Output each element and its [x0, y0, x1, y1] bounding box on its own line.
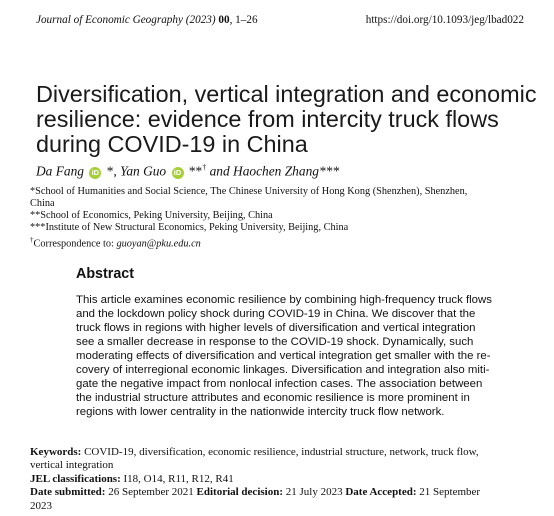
- abstract-line: regions with lower centrality in the nationwide intercity truck flow network.: [76, 406, 445, 418]
- affiliation-line: China: [30, 198, 55, 209]
- abstract-line: truck flows in regions with higher levels of diversification and vertical integration: [76, 322, 476, 334]
- abstract-line: see a smaller decrease in response to the COVID-19 shock. Dynamically, such: [76, 336, 474, 348]
- keywords-label: Keywords:: [30, 446, 82, 458]
- author-name: Yan Guo: [120, 163, 167, 179]
- decision-value: 21 July 2023: [283, 486, 346, 499]
- submitted-value: 26 September 2021: [105, 486, 197, 499]
- correspondence-line: [30, 234, 530, 250]
- title-line: Diversification, vertical integration and economic: [36, 81, 537, 107]
- running-header: [36, 14, 524, 26]
- dates-row: [30, 486, 530, 499]
- journal-citation: [36, 14, 258, 26]
- article-title: [36, 82, 536, 157]
- author-mark: *,: [106, 163, 117, 179]
- orcid-icon[interactable]: iD: [172, 167, 184, 179]
- abstract-line: and the lockdown policy shock during COVID-19 in China. We discover that the: [76, 308, 476, 320]
- keywords-row: [30, 446, 530, 459]
- jel-label: JEL classifications:: [30, 472, 121, 485]
- abstract-heading: Abstract: [76, 266, 134, 282]
- accepted-label: Date Accepted:: [345, 486, 417, 499]
- accepted-value: 21 September: [416, 486, 481, 499]
- correspondence-email[interactable]: guoyan@pku.edu.cn: [116, 238, 201, 250]
- abstract-line: the industrial structure attributes and economic resilience is more prominent in: [76, 392, 470, 404]
- abstract-line: moderating effects of diversification and vertical integration get smaller with the re-: [76, 350, 491, 362]
- abstract-line: This article examines economic resilience by combining high-frequency truck flows: [76, 294, 492, 306]
- abstract-line: gate the negative impact from nonlocal infection cases. The association between: [76, 378, 483, 390]
- orcid-icon[interactable]: iD: [89, 167, 101, 179]
- jel-value: I18, O14, R11, R12, R41: [120, 472, 234, 485]
- affiliation-line: ***Institute of New Structural Economics, Peking University, Beijing, China: [30, 222, 349, 233]
- title-line: resilience: evidence from intercity truck flows: [36, 106, 499, 132]
- decision-label: Editorial decision:: [196, 486, 283, 499]
- correspondence-mark: †: [30, 236, 34, 244]
- abstract-body: [76, 293, 514, 419]
- author-name: Da Fang: [36, 163, 84, 179]
- affiliation-line: **School of Economics, Peking University, Beijing, China: [30, 210, 273, 221]
- journal-volume: 00: [218, 14, 230, 26]
- abstract-line: covery of interregional economic linkages. Diversification and integration also miti-: [76, 364, 490, 376]
- correspondence-mark: †: [202, 163, 207, 172]
- jel-row: [30, 473, 530, 486]
- journal-name: Journal of Economic Geography (2023): [36, 14, 216, 26]
- keywords-value: COVID-19, diversification, economic resilience, industrial structure, network, truck flow,: [81, 446, 479, 458]
- keywords-continuation: vertical integration: [30, 459, 114, 472]
- doi-link[interactable]: https://doi.org/10.1093/jeg/lbad022: [365, 14, 524, 26]
- affiliations: [30, 186, 530, 250]
- article-metadata: [30, 446, 530, 513]
- accepted-year: 2023: [30, 499, 52, 512]
- affiliation-line: *School of Humanities and Social Science, The Chinese University of Hong Kong (Shenzhen), Shenzhen,: [30, 186, 468, 197]
- correspondence-label: Correspondence to:: [33, 238, 117, 250]
- author-name: and Haochen Zhang***: [209, 163, 340, 179]
- submitted-label: Date submitted:: [30, 486, 106, 499]
- journal-pages: , 1–26: [229, 14, 258, 26]
- author-list: [36, 163, 339, 179]
- author-mark: **: [188, 163, 203, 179]
- title-line: during COVID-19 in China: [36, 131, 308, 157]
